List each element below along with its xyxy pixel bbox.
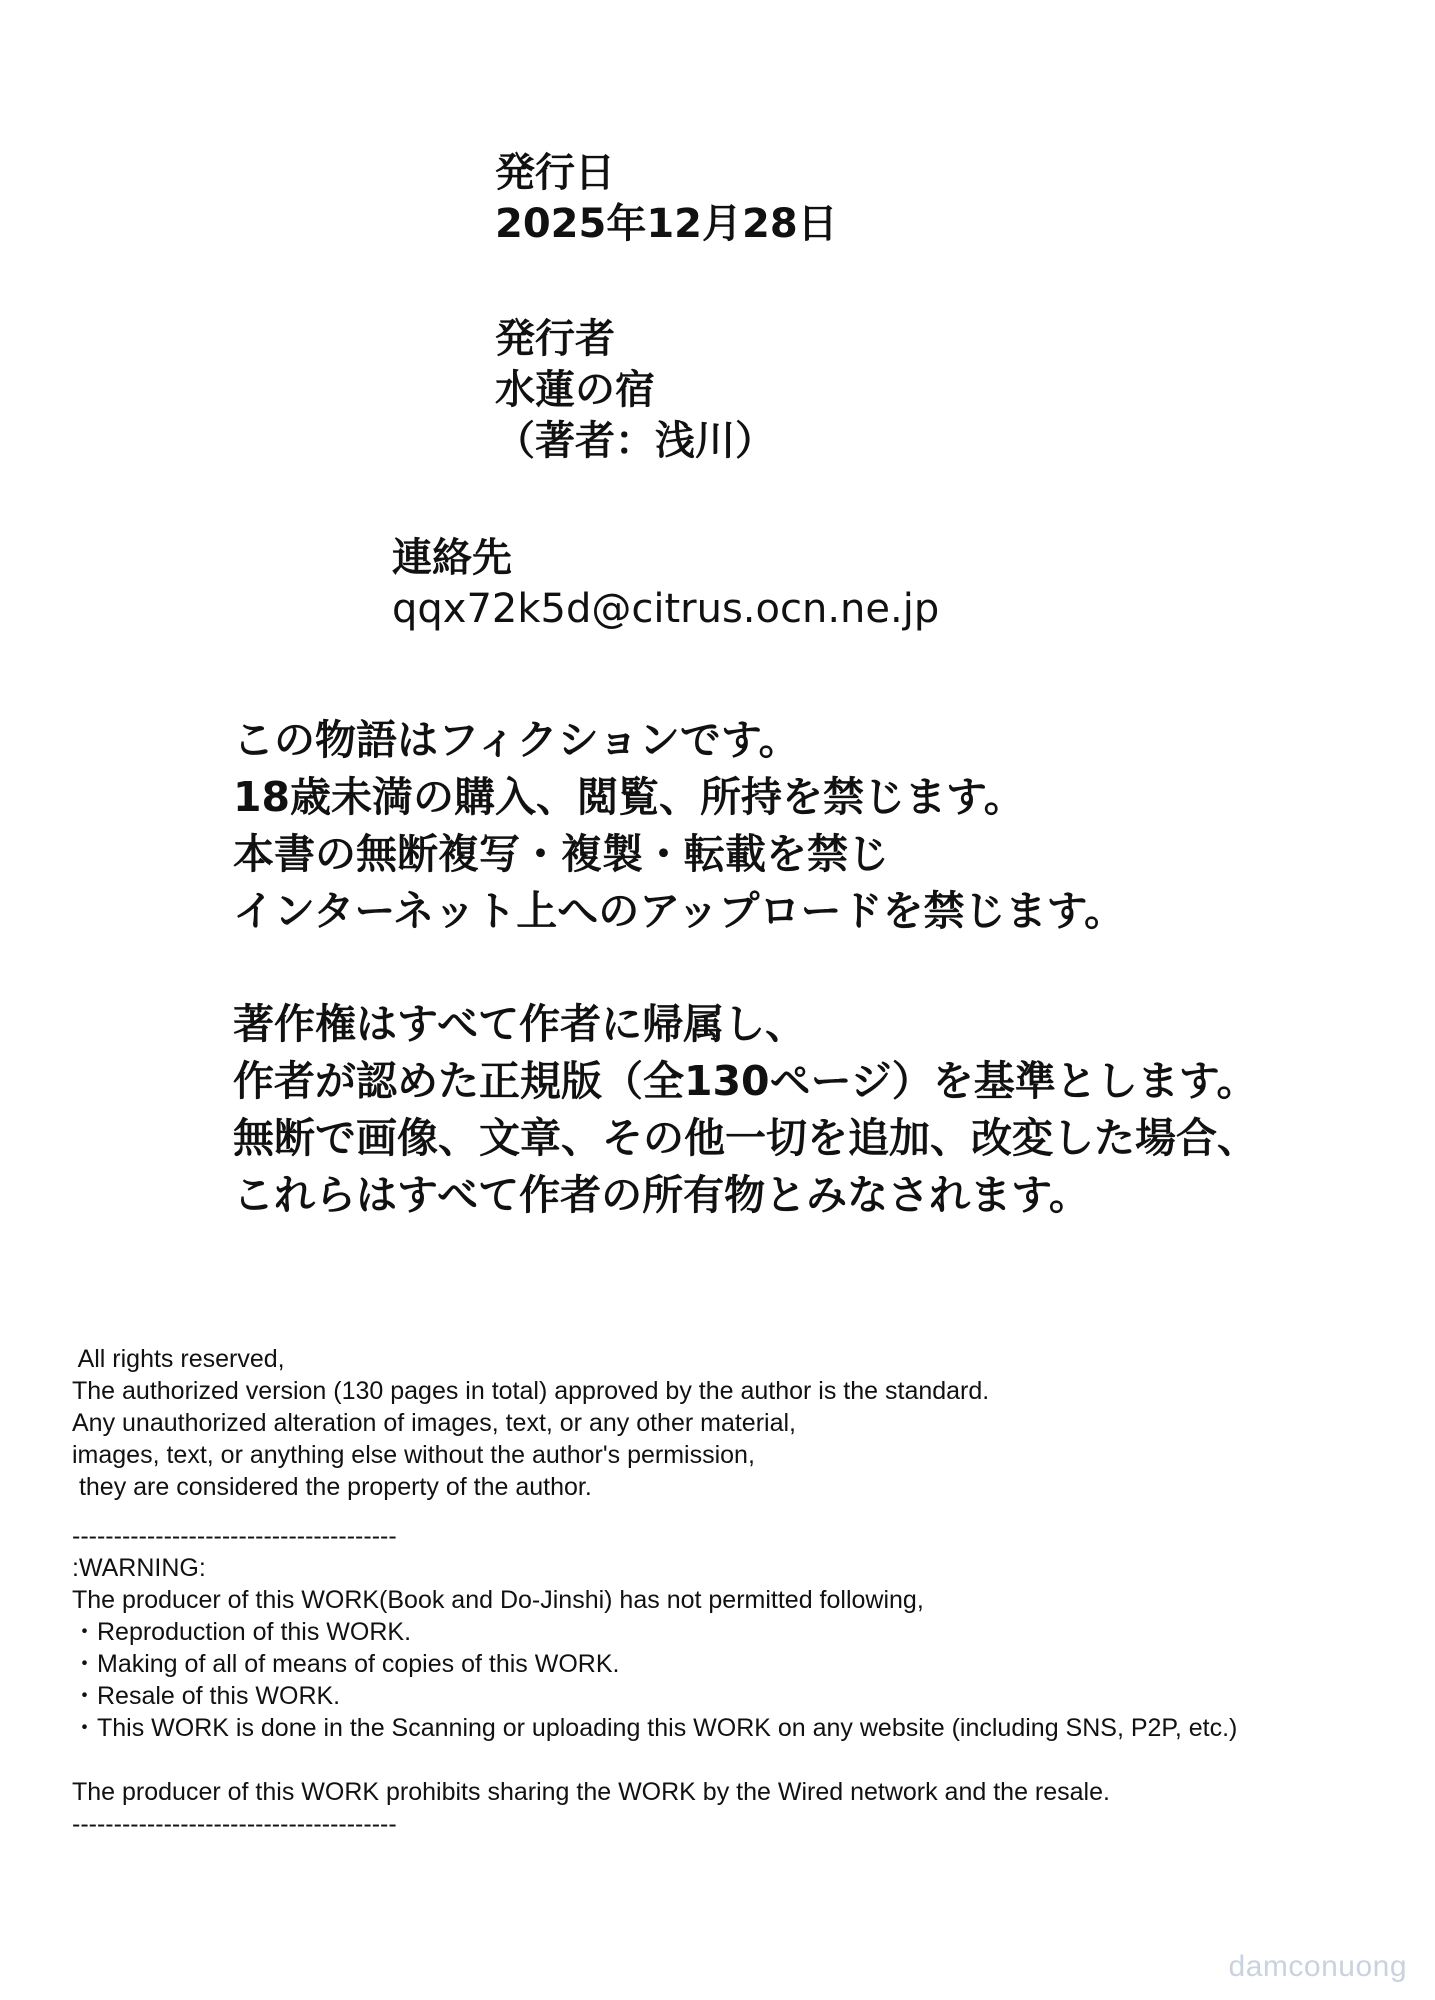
notice-line: 18歳未満の購入、閲覧、所持を禁じます。 [233, 773, 1025, 821]
spacer [72, 1744, 1237, 1776]
publication-date-block [495, 148, 838, 250]
publisher-name: 水蓮の宿 [495, 367, 655, 413]
warning-title: :WARNING: [72, 1554, 206, 1582]
copyright-line: これらはすべて作者の所有物とみなされます。 [233, 1171, 1090, 1219]
warning-item: ・This WORK is done in the Scanning or uploading this WORK on any website (including SNS, P2P, etc.) [72, 1714, 1238, 1742]
copyright-notice-block [233, 996, 1258, 1224]
warning-intro: The producer of this WORK(Book and Do-Jinshi) has not permitted following, [72, 1586, 924, 1614]
fiction-notice-block [233, 712, 1125, 940]
publication-date-value: 2025年12月28日 [495, 201, 838, 247]
warning-item: ・Making of all of means of copies of this WORK. [72, 1650, 620, 1678]
copyright-line: 作者が認めた正規版（全130ページ）を基準とします。 [233, 1057, 1258, 1105]
warning-closing: The producer of this WORK prohibits sharing the WORK by the Wired network and the resale. [72, 1778, 1110, 1806]
separator-top: --------------------------------------- [72, 1522, 397, 1550]
notice-line: 本書の無断複写・複製・転載を禁じ [233, 830, 889, 878]
contact-email: qqx72k5d@citrus.ocn.ne.jp [392, 586, 940, 632]
publication-date-label: 発行日 [495, 150, 615, 196]
contact-label: 連絡先 [392, 535, 512, 581]
rights-reserved-block [72, 1343, 989, 1503]
copyright-line: 著作権はすべて作者に帰属し、 [233, 1000, 807, 1048]
warning-item: ・Reproduction of this WORK. [72, 1618, 412, 1646]
rights-line: Any unauthorized alteration of images, text, or any other material, [72, 1409, 796, 1437]
warning-item: ・Resale of this WORK. [72, 1682, 341, 1710]
rights-line: All rights reserved, [72, 1345, 285, 1373]
rights-line: they are considered the property of the author. [72, 1473, 592, 1501]
notice-line: インターネット上へのアップロードを禁じます。 [233, 887, 1126, 935]
warning-block [72, 1520, 1237, 1840]
contact-block [392, 533, 939, 635]
author-line: （著者：浅川） [495, 418, 775, 464]
publisher-label: 発行者 [495, 316, 615, 362]
notice-line: この物語はフィクションです。 [233, 716, 800, 764]
separator-bottom: --------------------------------------- [72, 1810, 397, 1838]
copyright-line: 無断で画像、文章、その他一切を追加、改変した場合、 [233, 1114, 1258, 1162]
rights-line: The authorized version (130 pages in total) approved by the author is the standard. [72, 1377, 990, 1405]
rights-line: images, text, or anything else without the author's permission, [72, 1441, 755, 1469]
site-watermark: damconuong [1228, 1950, 1407, 1983]
publisher-block [495, 314, 775, 467]
